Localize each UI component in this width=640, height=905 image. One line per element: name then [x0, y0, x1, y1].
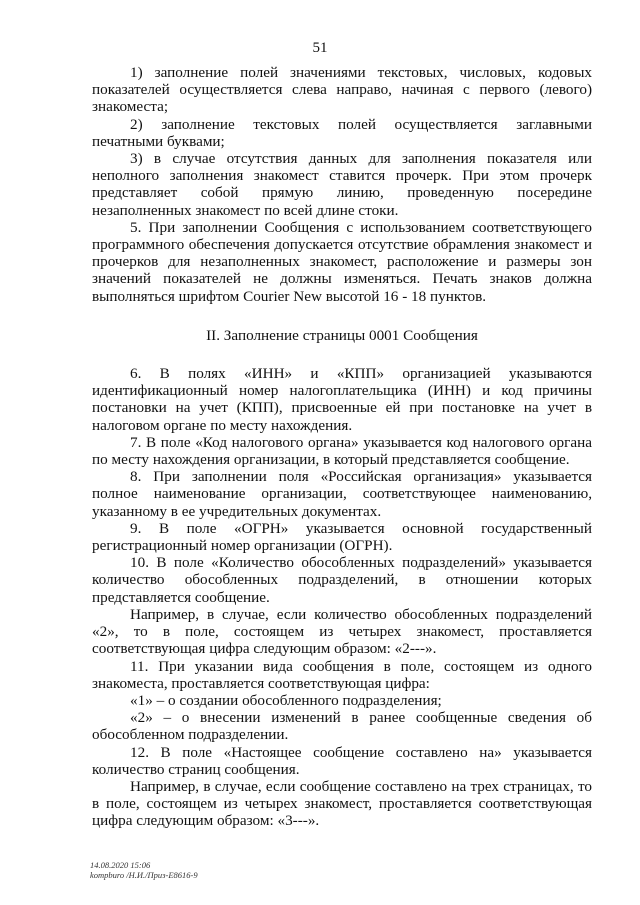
page-number: 51 [312, 40, 328, 56]
paragraph: «2» – о внесении изменений в ранее сообщенные сведения об обособленном подразделении. [92, 709, 592, 744]
paragraph: 9. В поле «ОГРН» указывается основной государственный регистрационный номер организации (ОГРН). [92, 519, 592, 555]
footer [90, 860, 198, 880]
paragraph: 8. При заполнении поля «Российская организация» указывается полное наименование организации, соответствующее наименованию, указанному в ее учредительных документах. [92, 468, 592, 520]
paragraph: 12. В поле «Настоящее сообщение составлено на» указывается количество страниц сообщения. [92, 743, 592, 778]
paragraph: 6. В полях «ИНН» и «КПП» организацией указываются идентификационный номер налогоплательщика (ИНН) и код причины постановки на учет (КПП), присвоенные ей при постановке на учет в налоговом органе по месту нахождения. [92, 365, 592, 434]
footer-path: kompburo /Н.И./Приз-Е8616-9 [90, 870, 198, 880]
paragraph: 11. При указании вида сообщения в поле, состоящем из одного знакоместа, проставляется соответствующая цифра: [92, 657, 592, 692]
document-body [92, 64, 592, 830]
paragraph: 7. В поле «Код налогового органа» указывается код налогового органа по месту нахождения организации, в который представляется сообщение. [92, 433, 592, 469]
paragraph: 3) в случае отсутствия данных для заполнения показателя или неполного заполнения знакомест ставится прочерк. При этом прочерк представляет собой прямую линию, проведенную посередине незаполненных знакомест по всей длине стоки. [92, 150, 592, 219]
paragraph: 10. В поле «Количество обособленных подразделений» указывается количество обособленных подразделений, в отношении которых представляется сообщение. [92, 554, 592, 606]
section-title: II. Заполнение страницы 0001 Сообщения [206, 326, 478, 344]
paragraph: Например, в случае, если количество обособленных подразделений «2», то в поле, состоящем из четырех знакомест, проставляется соответствующая цифра следующим образом: «2---». [92, 605, 592, 658]
paragraph: 5. При заполнении Сообщения с использованием соответствующего программного обеспечения допускается отсутствие обрамления знакомест и прочерков для незаполненных знакомест, расположение и размеры зон значений показателей не должны изменяться. Печать знаков должна выполняться шрифтом Courier New высотой 16 - 18 пунктов. [92, 218, 592, 305]
paragraph: 1) заполнение полей значениями текстовых, числовых, кодовых показателей осуществляется слева направо, начиная с первого (левого) знакоместа; [92, 64, 592, 116]
paragraph: 2) заполнение текстовых полей осуществляется заглавными печатными буквами; [92, 115, 592, 150]
paragraph: «1» – о создании обособленного подразделения; [130, 691, 442, 709]
paragraph: Например, в случае, если сообщение составлено на трех страницах, то в поле, состоящем из четырех знакомест, проставляется соответствующая цифра следующим образом: «3---». [92, 777, 592, 830]
footer-date: 14.08.2020 15:06 [90, 860, 151, 870]
